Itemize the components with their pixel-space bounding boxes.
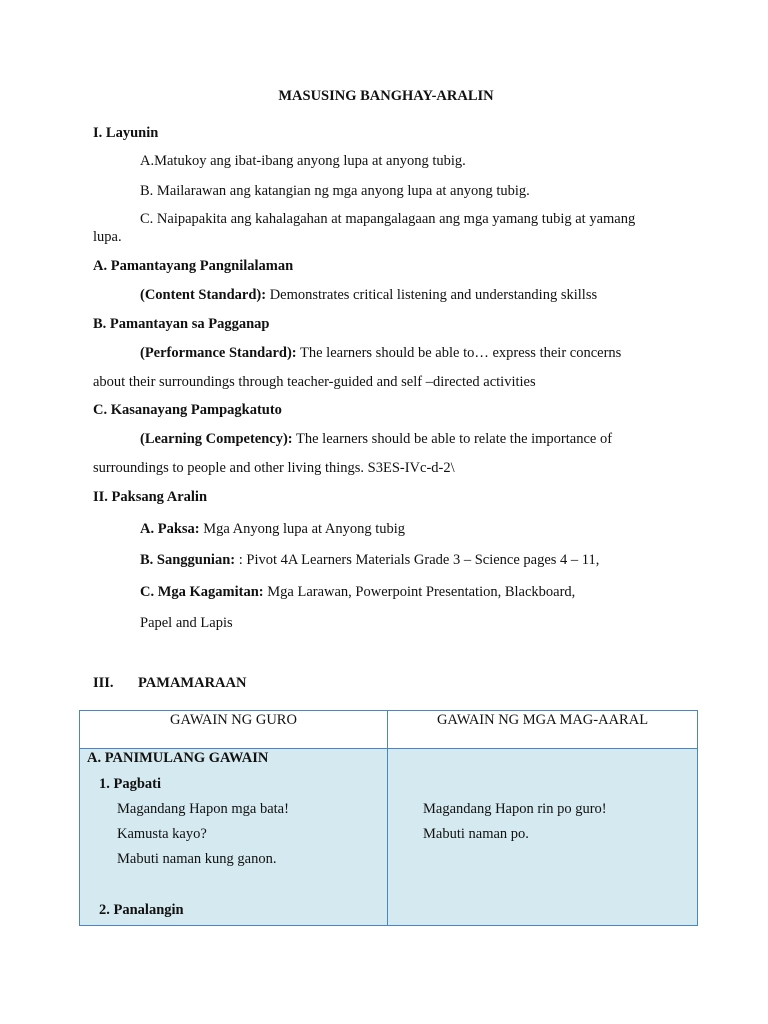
layunin-item-b: B. Mailarawan ang katangian ng mga anyong lupa at anyong tubig. bbox=[140, 183, 530, 199]
guro-line: Mabuti naman kung ganon. bbox=[117, 851, 277, 867]
sanggunian-line: B. Sanggunian: : Pivot 4A Learners Materials Grade 3 – Science pages 4 – 11, bbox=[140, 552, 600, 568]
layunin-item-c-cont: lupa. bbox=[93, 229, 122, 245]
page-title: MASUSING BANGHAY-ARALIN bbox=[278, 88, 494, 104]
content-standard-text: (Content Standard): Demonstrates critical listening and understanding skillss bbox=[140, 287, 598, 303]
table-row bbox=[80, 749, 698, 926]
guro-line: Kamusta kayo? bbox=[117, 826, 207, 842]
performance-standard-text-cont: about their surroundings through teacher-guided and self –directed activities bbox=[93, 374, 536, 390]
header-mag-aaral: GAWAIN NG MGA MAG-AARAL bbox=[388, 711, 698, 749]
step-pagbati: 1. Pagbati bbox=[99, 776, 162, 792]
pamamaraan-number: III. bbox=[93, 675, 114, 691]
content-standard-heading: A. Pamantayang Pangnilalaman bbox=[93, 258, 294, 274]
learning-competency-text: (Learning Competency): The learners should be able to relate the importance of bbox=[140, 431, 613, 447]
kagamitan-line: C. Mga Kagamitan: Mga Larawan, Powerpoint Presentation, Blackboard, bbox=[140, 584, 576, 600]
layunin-heading: I. Layunin bbox=[93, 125, 159, 141]
paksa-line: A. Paksa: Mga Anyong lupa at Anyong tubig bbox=[140, 521, 406, 537]
learning-competency-text-cont: surroundings to people and other living things. S3ES-IVc-d-2\ bbox=[93, 460, 455, 476]
table-header-row bbox=[80, 711, 698, 749]
mag-aaral-line: Mabuti naman po. bbox=[423, 826, 529, 842]
guro-line: Magandang Hapon mga bata! bbox=[117, 801, 289, 817]
step-panalangin: 2. Panalangin bbox=[99, 902, 184, 918]
lesson-plan-table bbox=[79, 710, 698, 926]
kagamitan-line-cont: Papel and Lapis bbox=[140, 615, 233, 631]
pamamaraan-heading: PAMAMARAAN bbox=[138, 675, 247, 691]
header-guro: GAWAIN NG GURO bbox=[80, 711, 388, 749]
performance-standard-text: (Performance Standard): The learners should be able to… express their concerns bbox=[140, 345, 622, 361]
guro-cell bbox=[80, 749, 388, 926]
mag-aaral-cell bbox=[388, 749, 698, 926]
performance-standard-heading: B. Pamantayan sa Pagganap bbox=[93, 316, 270, 332]
section-heading: A. PANIMULANG GAWAIN bbox=[87, 750, 269, 766]
mag-aaral-line: Magandang Hapon rin po guro! bbox=[423, 801, 607, 817]
layunin-item-a: A.Matukoy ang ibat-ibang anyong lupa at anyong tubig. bbox=[140, 153, 466, 169]
learning-competency-heading: C. Kasanayang Pampagkatuto bbox=[93, 402, 282, 418]
paksang-aralin-heading: II. Paksang Aralin bbox=[93, 489, 208, 505]
layunin-item-c: C. Naipapakita ang kahalagahan at mapangalagaan ang mga yamang tubig at yamang bbox=[140, 211, 636, 227]
